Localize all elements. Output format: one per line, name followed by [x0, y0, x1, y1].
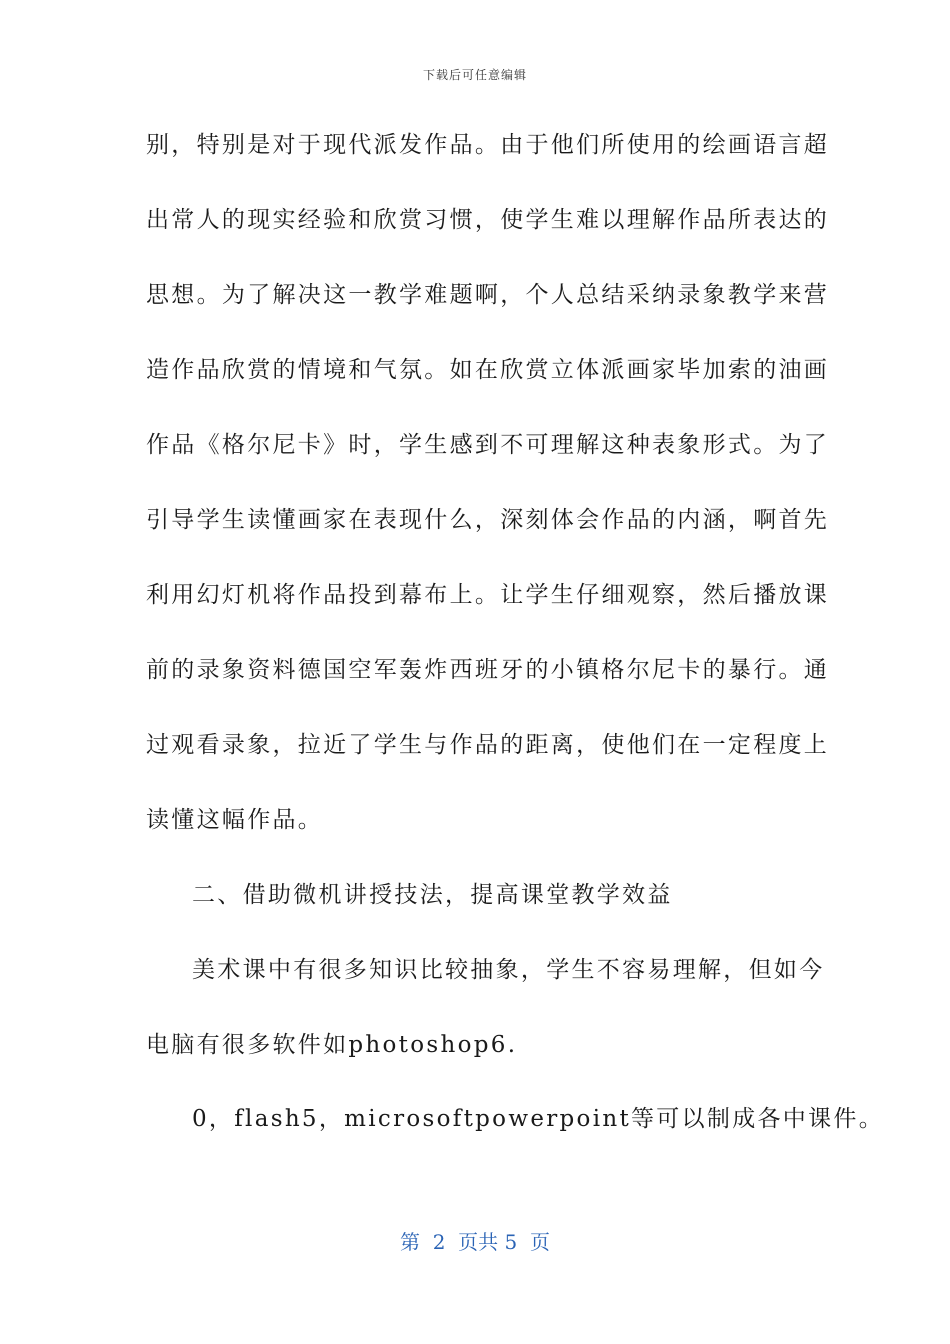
body-line-14: 0，flash5，microsoftpowerpoint等可以制成各中课件。 — [192, 1106, 885, 1132]
body-line-8: 前的录象资料德国空军轰炸西班牙的小镇格尔尼卡的暴行。通 — [146, 657, 830, 683]
body-line-12: 美术课中有很多知识比较抽象，学生不容易理解，但如今 — [192, 957, 825, 983]
page-number-footer: 第 2 页共 5 页 — [400, 1230, 550, 1254]
body-line-1: 别，特别是对于现代派发作品。由于他们所使用的绘画语言超 — [146, 132, 830, 158]
body-line-5: 作品《格尔尼卡》时，学生感到不可理解这种表象形式。为了 — [146, 432, 830, 458]
body-line-4: 造作品欣赏的情境和气氛。如在欣赏立体派画家毕加索的油画 — [146, 357, 830, 383]
body-line-6: 引导学生读懂画家在表现什么，深刻体会作品的内涵，啊首先 — [146, 507, 830, 533]
body-line-7: 利用幻灯机将作品投到幕布上。让学生仔细观察，然后播放课 — [146, 582, 830, 608]
body-line-10: 读懂这幅作品。 — [146, 807, 324, 833]
body-line-3: 思想。为了解决这一教学难题啊，个人总结采纳录象教学来营 — [146, 282, 830, 308]
body-line-2: 出常人的现实经验和欣赏习惯，使学生难以理解作品所表达的 — [146, 207, 830, 233]
header-note: 下载后可任意编辑 — [422, 68, 527, 82]
body-line-13: 电脑有很多软件如photoshop6. — [146, 1032, 518, 1058]
section-heading: 二、借助微机讲授技法，提高课堂教学效益 — [192, 882, 673, 908]
body-line-9: 过观看录象，拉近了学生与作品的距离，使他们在一定程度上 — [146, 732, 830, 758]
